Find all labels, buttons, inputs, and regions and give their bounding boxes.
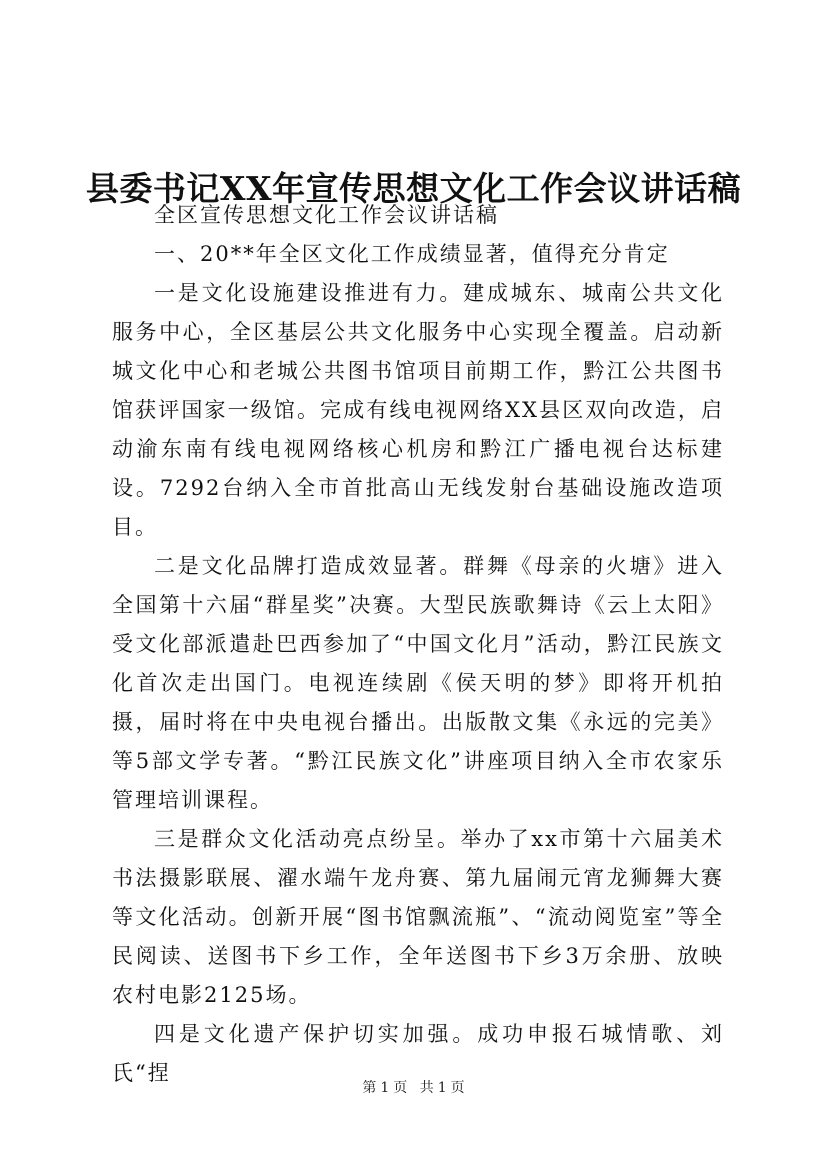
total-pages-label: 共 1 页	[419, 1080, 465, 1096]
paragraph-brands: 二是文化品牌打造成效显著。群舞《母亲的火塘》进入全国第十六届“群星奖”决赛。大型民族歌舞诗《云上太阳》受文化部派遣赴巴西参加了“中国文化月”活动，黔江民族文化首次走出国门。电视连续剧《侯天明的梦》即将开机拍摄，届时将在中央电视台播出。出版散文集《永远的完美》等5部文学专著。“黔江民族文化”讲座项目纳入全市农家乐管理培训课程。	[112, 554, 724, 812]
page-number: 1	[380, 1080, 390, 1096]
document-title: 县委书记XX年宣传思想文化工作会议讲话稿	[85, 169, 742, 209]
page-footer	[0, 1078, 827, 1098]
page-number-label: 第 1 页	[362, 1080, 408, 1096]
total-pages: 1	[437, 1080, 447, 1096]
paragraph-section-heading: 一、20**年全区文化工作成绩显著，值得充分肯定	[154, 242, 670, 266]
paragraph-subtitle: 全区宣传思想文化工作会议讲话稿	[154, 203, 499, 227]
document-body	[112, 196, 724, 1093]
paragraph-heritage: 四是文化遗产保护切实加强。成功申报石城情歌、刘氏“捏	[112, 1022, 724, 1085]
paragraph-activities: 三是群众文化活动亮点纷呈。举办了xx市第十六届美术书法摄影联展、濯水端午龙舟赛、第九届闹元宵龙狮舞大赛等文化活动。创新开展“图书馆飘流瓶”、“流动阅览室”等全民阅读、送图书下乡工作，全年送图书下乡3万余册、放映农村电影2125场。	[112, 827, 724, 1007]
paragraph-facilities: 一是文化设施建设推进有力。建成城东、城南公共文化服务中心，全区基层公共文化服务中心实现全覆盖。启动新城文化中心和老城公共图书馆项目前期工作，黔江公共图书馆获评国家一级馆。完成有线电视网络XX县区双向改造，启动渝东南有线电视网络核心机房和黔江广播电视台达标建设。7292台纳入全市首批高山无线发射台基础设施改造项目。	[112, 281, 724, 539]
